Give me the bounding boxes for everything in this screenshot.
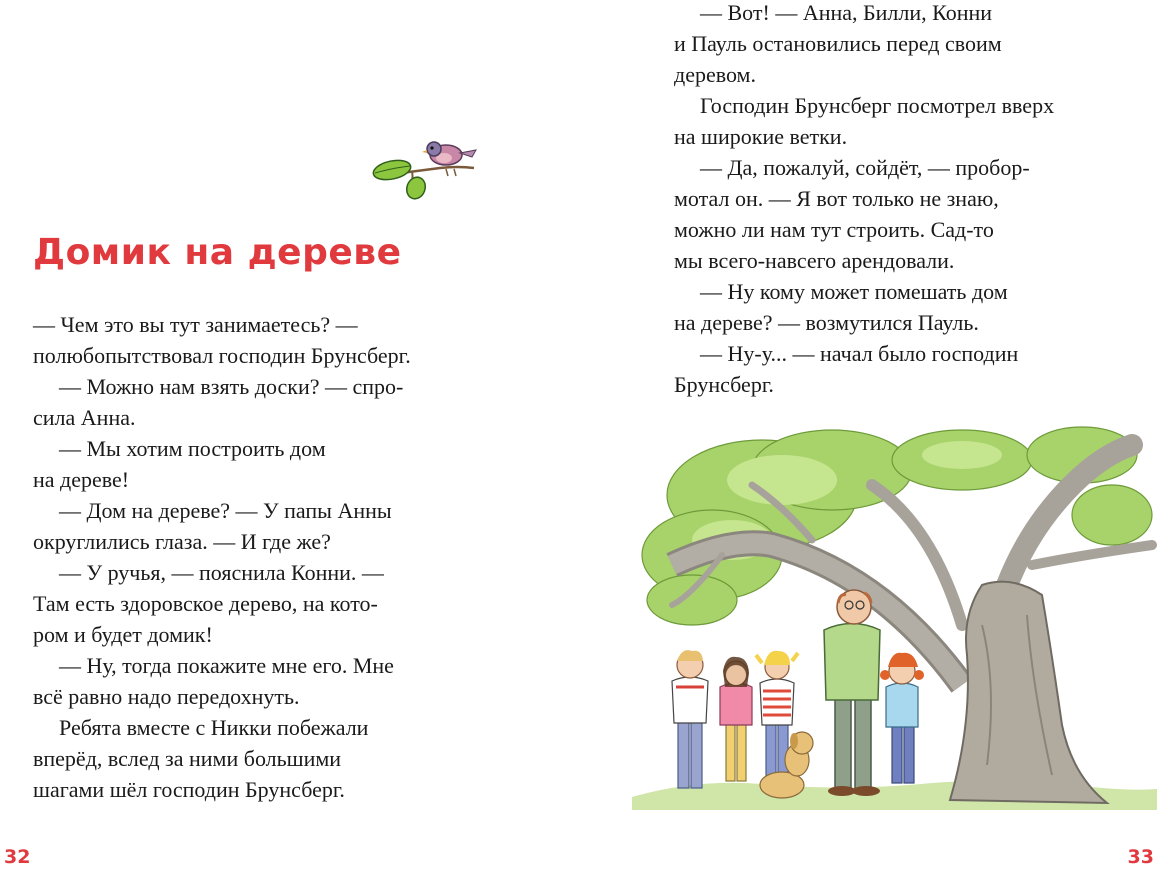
right-page [580,0,1160,871]
text-line: — Чем это вы тут занимаетесь? — [33,312,358,337]
text-line: мы всего-навсего арендовали. [674,248,955,273]
text-line: можно ли нам тут строить. Сад-то [674,217,994,242]
text-line: ром и будет домик! [33,622,213,647]
text-line: полюбопытствовал господин Брунсберг. [33,343,411,368]
text-line: — Можно нам взять доски? — спро- [59,374,404,399]
text-line: на дереве! [33,467,130,492]
text-line: Там есть здоровское дерево, на кото- [33,591,378,616]
boy-figure [672,650,708,788]
text-line: мотал он. — Я вот только не знаю, [674,186,999,211]
text-line: — Дом на дереве? — У папы Анны [59,498,392,523]
bird-on-branch-icon [368,138,480,200]
text-line: — Ну-у... — начал было господин [700,341,1019,366]
mr-brunsberg-figure [824,590,880,796]
text-line: на широкие ветки. [674,124,848,149]
right-page-text [674,0,1144,402]
text-line: деревом. [674,62,756,87]
text-line: всё равно надо передохнуть. [33,684,300,709]
text-line: Ребята вместе с Никки побежали [59,715,369,740]
text-line: — Мы хотим построить дом [59,436,326,461]
text-line: — Ну, тогда покажите мне его. Мне [59,653,394,678]
text-line: вперёд, вслед за ними большими [33,746,342,771]
chapter-title: Домик на дереве [33,232,402,273]
left-page-text [33,309,553,805]
dark-haired-girl-figure [720,657,752,781]
text-line: — У ручья, — пояснила Конни. — [59,560,384,585]
text-line: и Пауль остановились перед своим [674,31,1002,56]
text-line: шагами шёл господин Брунсберг. [33,777,345,802]
girl-figure [880,653,924,783]
page-number-left: 32 [4,846,31,868]
text-line: Брунсберг. [674,372,774,397]
text-line: — Вот! — Анна, Билли, Конни [700,0,993,25]
text-line: — Ну кому может помешать дом [700,279,1008,304]
text-line: округлились глаза. — И где же? [33,529,331,554]
text-line: Господин Брунсберг посмотрел вверх [700,93,1055,118]
text-line: — Да, пожалуй, сойдёт, — пробор- [700,155,1030,180]
text-line: сила Анна. [33,405,136,430]
page-number-right: 33 [1127,846,1154,868]
text-line: на дереве? — возмутился Пауль. [674,310,979,335]
tree-with-children-illustration [632,425,1157,810]
